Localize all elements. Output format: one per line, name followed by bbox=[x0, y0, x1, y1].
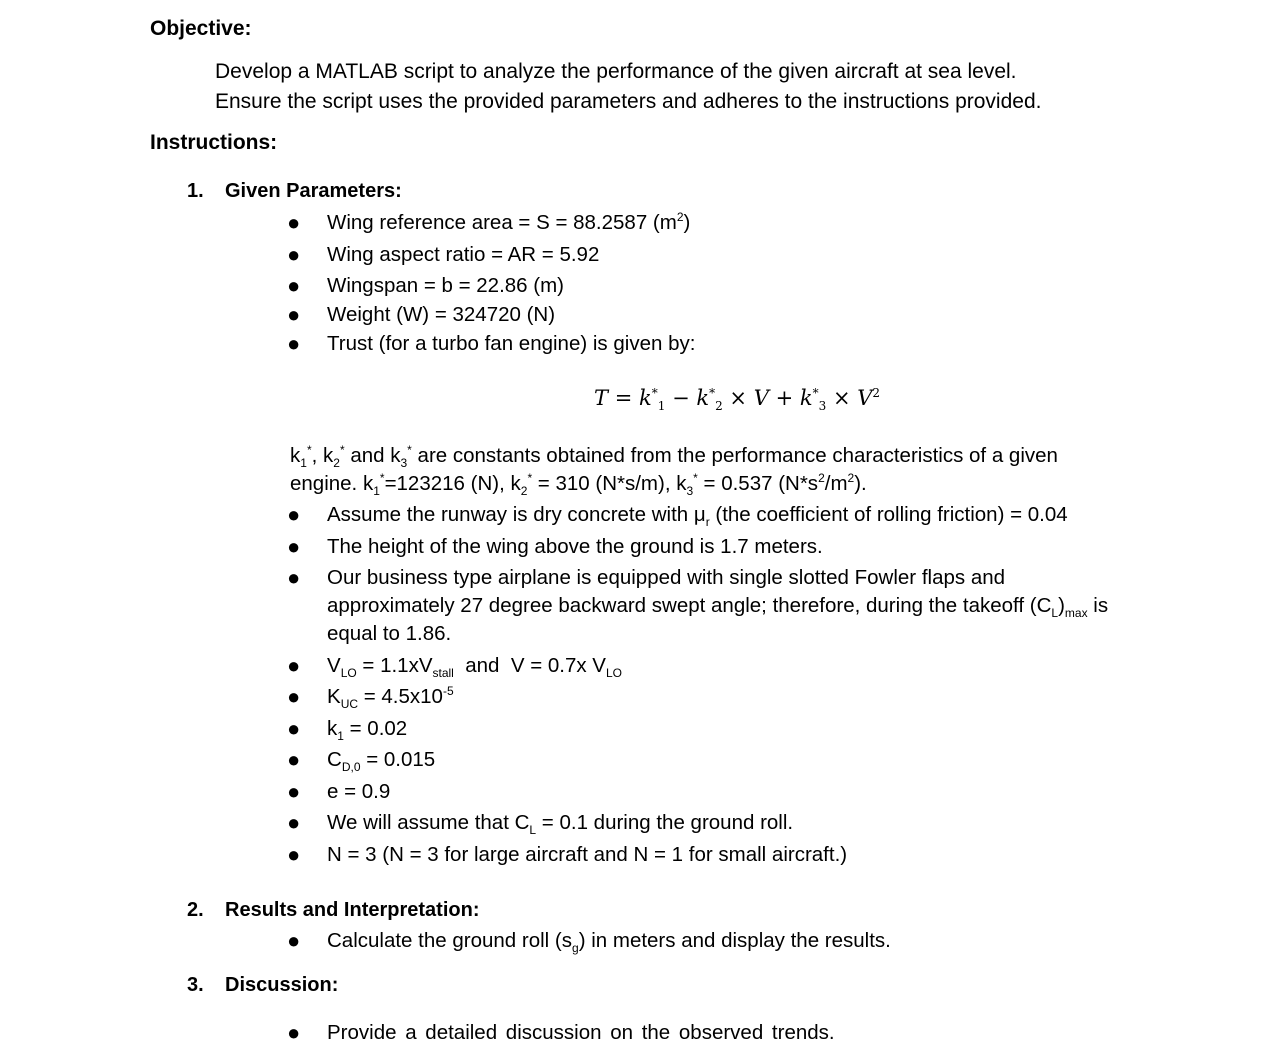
objective-line-1: Develop a MATLAB script to analyze the performance of the given aircraft at sea level. bbox=[215, 60, 1017, 83]
bullet-icon: ● bbox=[287, 928, 301, 953]
bullet-icon: ● bbox=[287, 502, 301, 527]
section-1-title: Given Parameters: bbox=[225, 180, 402, 202]
thrust-equation: $T = k^*_1 - k^*_2 \times V + k^*_3 \times V^2$ bbox=[594, 386, 881, 414]
bullet-icon: ● bbox=[287, 810, 301, 835]
bullet-icon: ● bbox=[287, 273, 301, 298]
section-1-number: 1. bbox=[187, 180, 204, 202]
section-3-number: 3. bbox=[187, 974, 204, 996]
bullet-icon: ● bbox=[287, 842, 301, 867]
bullet-icon: ● bbox=[287, 716, 301, 741]
bullet-icon: ● bbox=[287, 565, 301, 590]
param-vlo: $V_{LO} = 1.1xV_{stall}$ and V = 0.7x $V_{LO}$ bbox=[327, 654, 622, 681]
bullet-icon: ● bbox=[287, 779, 301, 804]
bullet-icon: ● bbox=[287, 210, 301, 235]
param-aspect-ratio: Wing aspect ratio = AR = 5.92 bbox=[327, 243, 600, 266]
param-flaps-line-2: approximately 27 degree backward swept angle; therefore, during the takeoff $(C_L)_{max}$ is bbox=[327, 594, 1109, 621]
bullet-icon: ● bbox=[287, 684, 301, 709]
section-2-number: 2. bbox=[187, 899, 204, 921]
results-ground-roll: Calculate the ground roll $(s_g)$ in meters and display the results. bbox=[327, 929, 891, 956]
bullet-icon: ● bbox=[287, 242, 301, 267]
param-cl: We will assume that $C_L = 0.1$ during the ground roll. bbox=[327, 811, 794, 838]
param-wing-area: Wing reference area = S = 88.2587 $(m^2)$ bbox=[327, 210, 691, 234]
param-runway: Assume the runway is dry concrete with $\mu_r$ (the coefficient of rolling friction) = 0.04 bbox=[327, 503, 1068, 530]
param-k1: $k_1 = 0.02$ bbox=[327, 717, 408, 744]
objective-line-2: Ensure the script uses the provided parameters and adheres to the instructions provided. bbox=[215, 90, 1042, 113]
constants-line-2: engine. $k_1^*=123216$ (N), $k_2^* = 310$ (N*s/m), $k_3^* = 0.537$ $(N*s^2/m^2)$. bbox=[290, 471, 867, 499]
instructions-heading: Instructions: bbox=[150, 131, 278, 154]
param-thrust-intro: Trust (for a turbo fan engine) is given by: bbox=[327, 332, 696, 355]
param-flaps-line-3: equal to 1.86. bbox=[327, 622, 452, 645]
section-2-title: Results and Interpretation: bbox=[225, 899, 480, 921]
param-n: N = 3 (N = 3 for large aircraft and N = 1 for small aircraft.) bbox=[327, 843, 848, 866]
bullet-icon: ● bbox=[287, 1020, 301, 1045]
param-flaps-line-1: Our business type airplane is equipped with single slotted Fowler flaps and bbox=[327, 566, 1006, 589]
param-weight: Weight (W) = 324720 (N) bbox=[327, 303, 556, 326]
param-cd0: $C_{D,0} = 0.015$ bbox=[327, 748, 436, 775]
param-e: e = 0.9 bbox=[327, 780, 391, 803]
objective-heading: Objective: bbox=[150, 17, 252, 40]
discussion-trends: Provide a detailed discussion on the observed trends. bbox=[327, 1021, 835, 1044]
bullet-icon: ● bbox=[287, 747, 301, 772]
constants-line-1: $k_1^*$, $k_2^*$ and $k_3^*$ are constants obtained from the performance characteristics of a given bbox=[290, 443, 1058, 471]
bullet-icon: ● bbox=[287, 534, 301, 559]
bullet-icon: ● bbox=[287, 653, 301, 678]
bullet-icon: ● bbox=[287, 331, 301, 356]
bullet-icon: ● bbox=[287, 302, 301, 327]
section-3-title: Discussion: bbox=[225, 974, 339, 996]
param-kuc: $K_{UC} = 4.5x10^{-5}$ bbox=[327, 684, 454, 712]
param-wing-height: The height of the wing above the ground is 1.7 meters. bbox=[327, 535, 823, 558]
param-wingspan: Wingspan = b = 22.86 (m) bbox=[327, 274, 565, 297]
